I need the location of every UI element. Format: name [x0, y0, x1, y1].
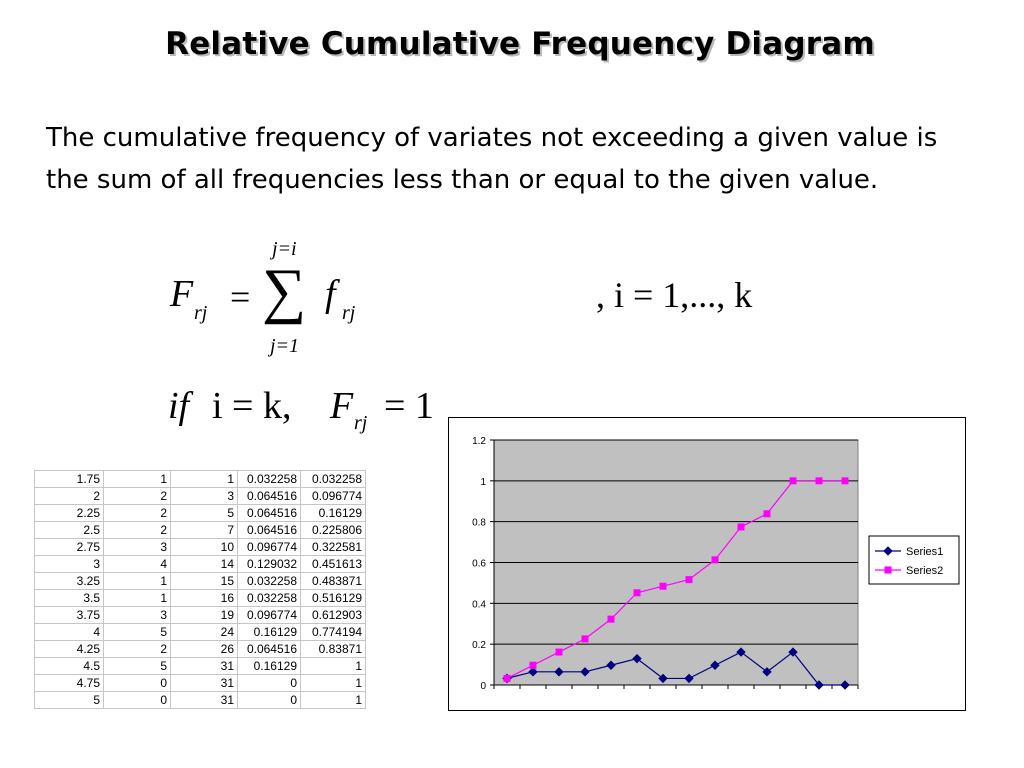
- table-cell: 2: [104, 488, 171, 505]
- chart-svg: [449, 418, 965, 710]
- table-cell: 0.774194: [301, 624, 366, 641]
- table-cell: 0.096774: [301, 488, 366, 505]
- table-cell: 3.75: [35, 607, 104, 624]
- table-cell: 0.83871: [301, 641, 366, 658]
- table-cell: 2.25: [35, 505, 104, 522]
- table-cell: 0.032258: [238, 471, 301, 488]
- table-cell: 5: [104, 624, 171, 641]
- table-row: [35, 573, 366, 590]
- table-cell: 0.516129: [301, 590, 366, 607]
- y-tick-label: 0.2: [472, 640, 486, 652]
- table-cell: 0.064516: [238, 488, 301, 505]
- table-cell: 14: [171, 556, 238, 573]
- table-cell: 0.225806: [301, 522, 366, 539]
- table-cell: 0.16129: [301, 505, 366, 522]
- table-cell: 24: [171, 624, 238, 641]
- table-row: [35, 675, 366, 692]
- table-cell: 0: [104, 692, 171, 709]
- table-cell: 2.75: [35, 539, 104, 556]
- data-point: [504, 675, 510, 681]
- table-cell: 0.483871: [301, 573, 366, 590]
- table-cell: 0: [238, 675, 301, 692]
- table-row: [35, 607, 366, 624]
- table-cell: 0.064516: [238, 522, 301, 539]
- y-tick-label: 0: [480, 681, 486, 692]
- data-point: [608, 616, 614, 622]
- table-cell: 0.16129: [238, 658, 301, 675]
- table-cell: 2: [104, 505, 171, 522]
- table-cell: 0.032258: [301, 471, 366, 488]
- formula-f-subscript: rj: [342, 302, 356, 324]
- table-cell: 0.064516: [238, 505, 301, 522]
- table-cell: 2.5: [35, 522, 104, 539]
- data-point: [660, 583, 666, 589]
- table-cell: 4.5: [35, 658, 104, 675]
- table-cell: 0.032258: [238, 573, 301, 590]
- condition-F-subscript: rj: [354, 412, 368, 434]
- table-cell: 0.612903: [301, 607, 366, 624]
- data-point: [790, 478, 796, 484]
- table-row: [35, 488, 366, 505]
- data-point: [738, 524, 744, 530]
- table-cell: 7: [171, 522, 238, 539]
- table-row: [35, 624, 366, 641]
- table-cell: 10: [171, 539, 238, 556]
- table-cell: 1: [104, 573, 171, 590]
- table-row: [35, 658, 366, 675]
- y-tick-label: 0.4: [472, 599, 486, 611]
- cumulative-frequency-chart: [448, 417, 966, 711]
- sum-lower-limit: j=1: [270, 335, 300, 357]
- data-point: [686, 577, 692, 583]
- table-row: [35, 539, 366, 556]
- table-cell: 4: [104, 556, 171, 573]
- table-cell: 1: [301, 675, 366, 692]
- table-cell: 4: [35, 624, 104, 641]
- table-cell: 0: [104, 675, 171, 692]
- condition-F: F: [330, 385, 354, 427]
- sum-upper-limit: j=i: [272, 238, 297, 260]
- table-cell: 1: [301, 692, 366, 709]
- data-point: [582, 636, 588, 642]
- data-point: [816, 478, 822, 484]
- table-cell: 3: [104, 539, 171, 556]
- formula-equals: =: [230, 277, 251, 317]
- frequency-table: [34, 470, 366, 709]
- table-row: [35, 590, 366, 607]
- data-point: [712, 557, 718, 563]
- table-cell: 1: [104, 590, 171, 607]
- table-cell: 0.032258: [238, 590, 301, 607]
- formula-F: F: [170, 273, 194, 315]
- table-cell: 3.5: [35, 590, 104, 607]
- table-cell: 0.451613: [301, 556, 366, 573]
- table-cell: 5: [171, 505, 238, 522]
- condition-value: = 1: [384, 385, 434, 427]
- table-cell: 3: [171, 488, 238, 505]
- table-cell: 1: [301, 658, 366, 675]
- table-row: [35, 556, 366, 573]
- table-cell: 31: [171, 658, 238, 675]
- table-cell: 15: [171, 573, 238, 590]
- sigma-symbol: ∑: [262, 257, 307, 325]
- table-row: [35, 692, 366, 709]
- data-point: [556, 649, 562, 655]
- formula-F-subscript: rj: [194, 302, 208, 324]
- table-cell: 0.16129: [238, 624, 301, 641]
- y-tick-label: 0.8: [472, 517, 486, 529]
- table-cell: 2: [104, 522, 171, 539]
- table-row: [35, 641, 366, 658]
- y-tick-label: 1: [480, 476, 486, 488]
- table-cell: 26: [171, 641, 238, 658]
- table-cell: 1: [104, 471, 171, 488]
- table-cell: 0.096774: [238, 607, 301, 624]
- condition-if: if: [168, 385, 190, 427]
- table-row: [35, 471, 366, 488]
- table-cell: 3: [35, 556, 104, 573]
- data-point: [634, 590, 640, 596]
- y-tick-label: 1.2: [472, 436, 486, 447]
- table-cell: 19: [171, 607, 238, 624]
- data-point: [764, 511, 770, 517]
- legend-marker: [885, 567, 891, 573]
- table-cell: 16: [171, 590, 238, 607]
- table-row: [35, 505, 366, 522]
- formula-f: f: [325, 273, 336, 315]
- table-cell: 2: [35, 488, 104, 505]
- data-point: [530, 662, 536, 668]
- table-cell: 0: [238, 692, 301, 709]
- table-cell: 1: [171, 471, 238, 488]
- table-cell: 3: [104, 607, 171, 624]
- table-cell: 0.096774: [238, 539, 301, 556]
- table-cell: 31: [171, 675, 238, 692]
- table-cell: 31: [171, 692, 238, 709]
- index-range: , i = 1,..., k: [596, 275, 753, 315]
- table-cell: 2: [104, 641, 171, 658]
- table-cell: 0.322581: [301, 539, 366, 556]
- data-point: [842, 478, 848, 484]
- table-cell: 0.064516: [238, 641, 301, 658]
- condition-i-equals-k: i = k,: [212, 385, 292, 427]
- table-cell: 0.129032: [238, 556, 301, 573]
- intro-paragraph: The cumulative frequency of variates not exceeding a given value is the sum of all frequencies less than or equal to the given value.: [46, 123, 938, 195]
- y-tick-label: 0.6: [472, 558, 486, 570]
- legend-label: Series2: [906, 565, 944, 577]
- table-cell: 5: [35, 692, 104, 709]
- table-cell: 1.75: [35, 471, 104, 488]
- table-cell: 3.25: [35, 573, 104, 590]
- table-cell: 4.25: [35, 641, 104, 658]
- table-row: [35, 522, 366, 539]
- table-cell: 5: [104, 658, 171, 675]
- slide-title: Relative Cumulative Frequency Diagram: [165, 26, 875, 62]
- table-cell: 4.75: [35, 675, 104, 692]
- legend-label: Series1: [906, 546, 944, 558]
